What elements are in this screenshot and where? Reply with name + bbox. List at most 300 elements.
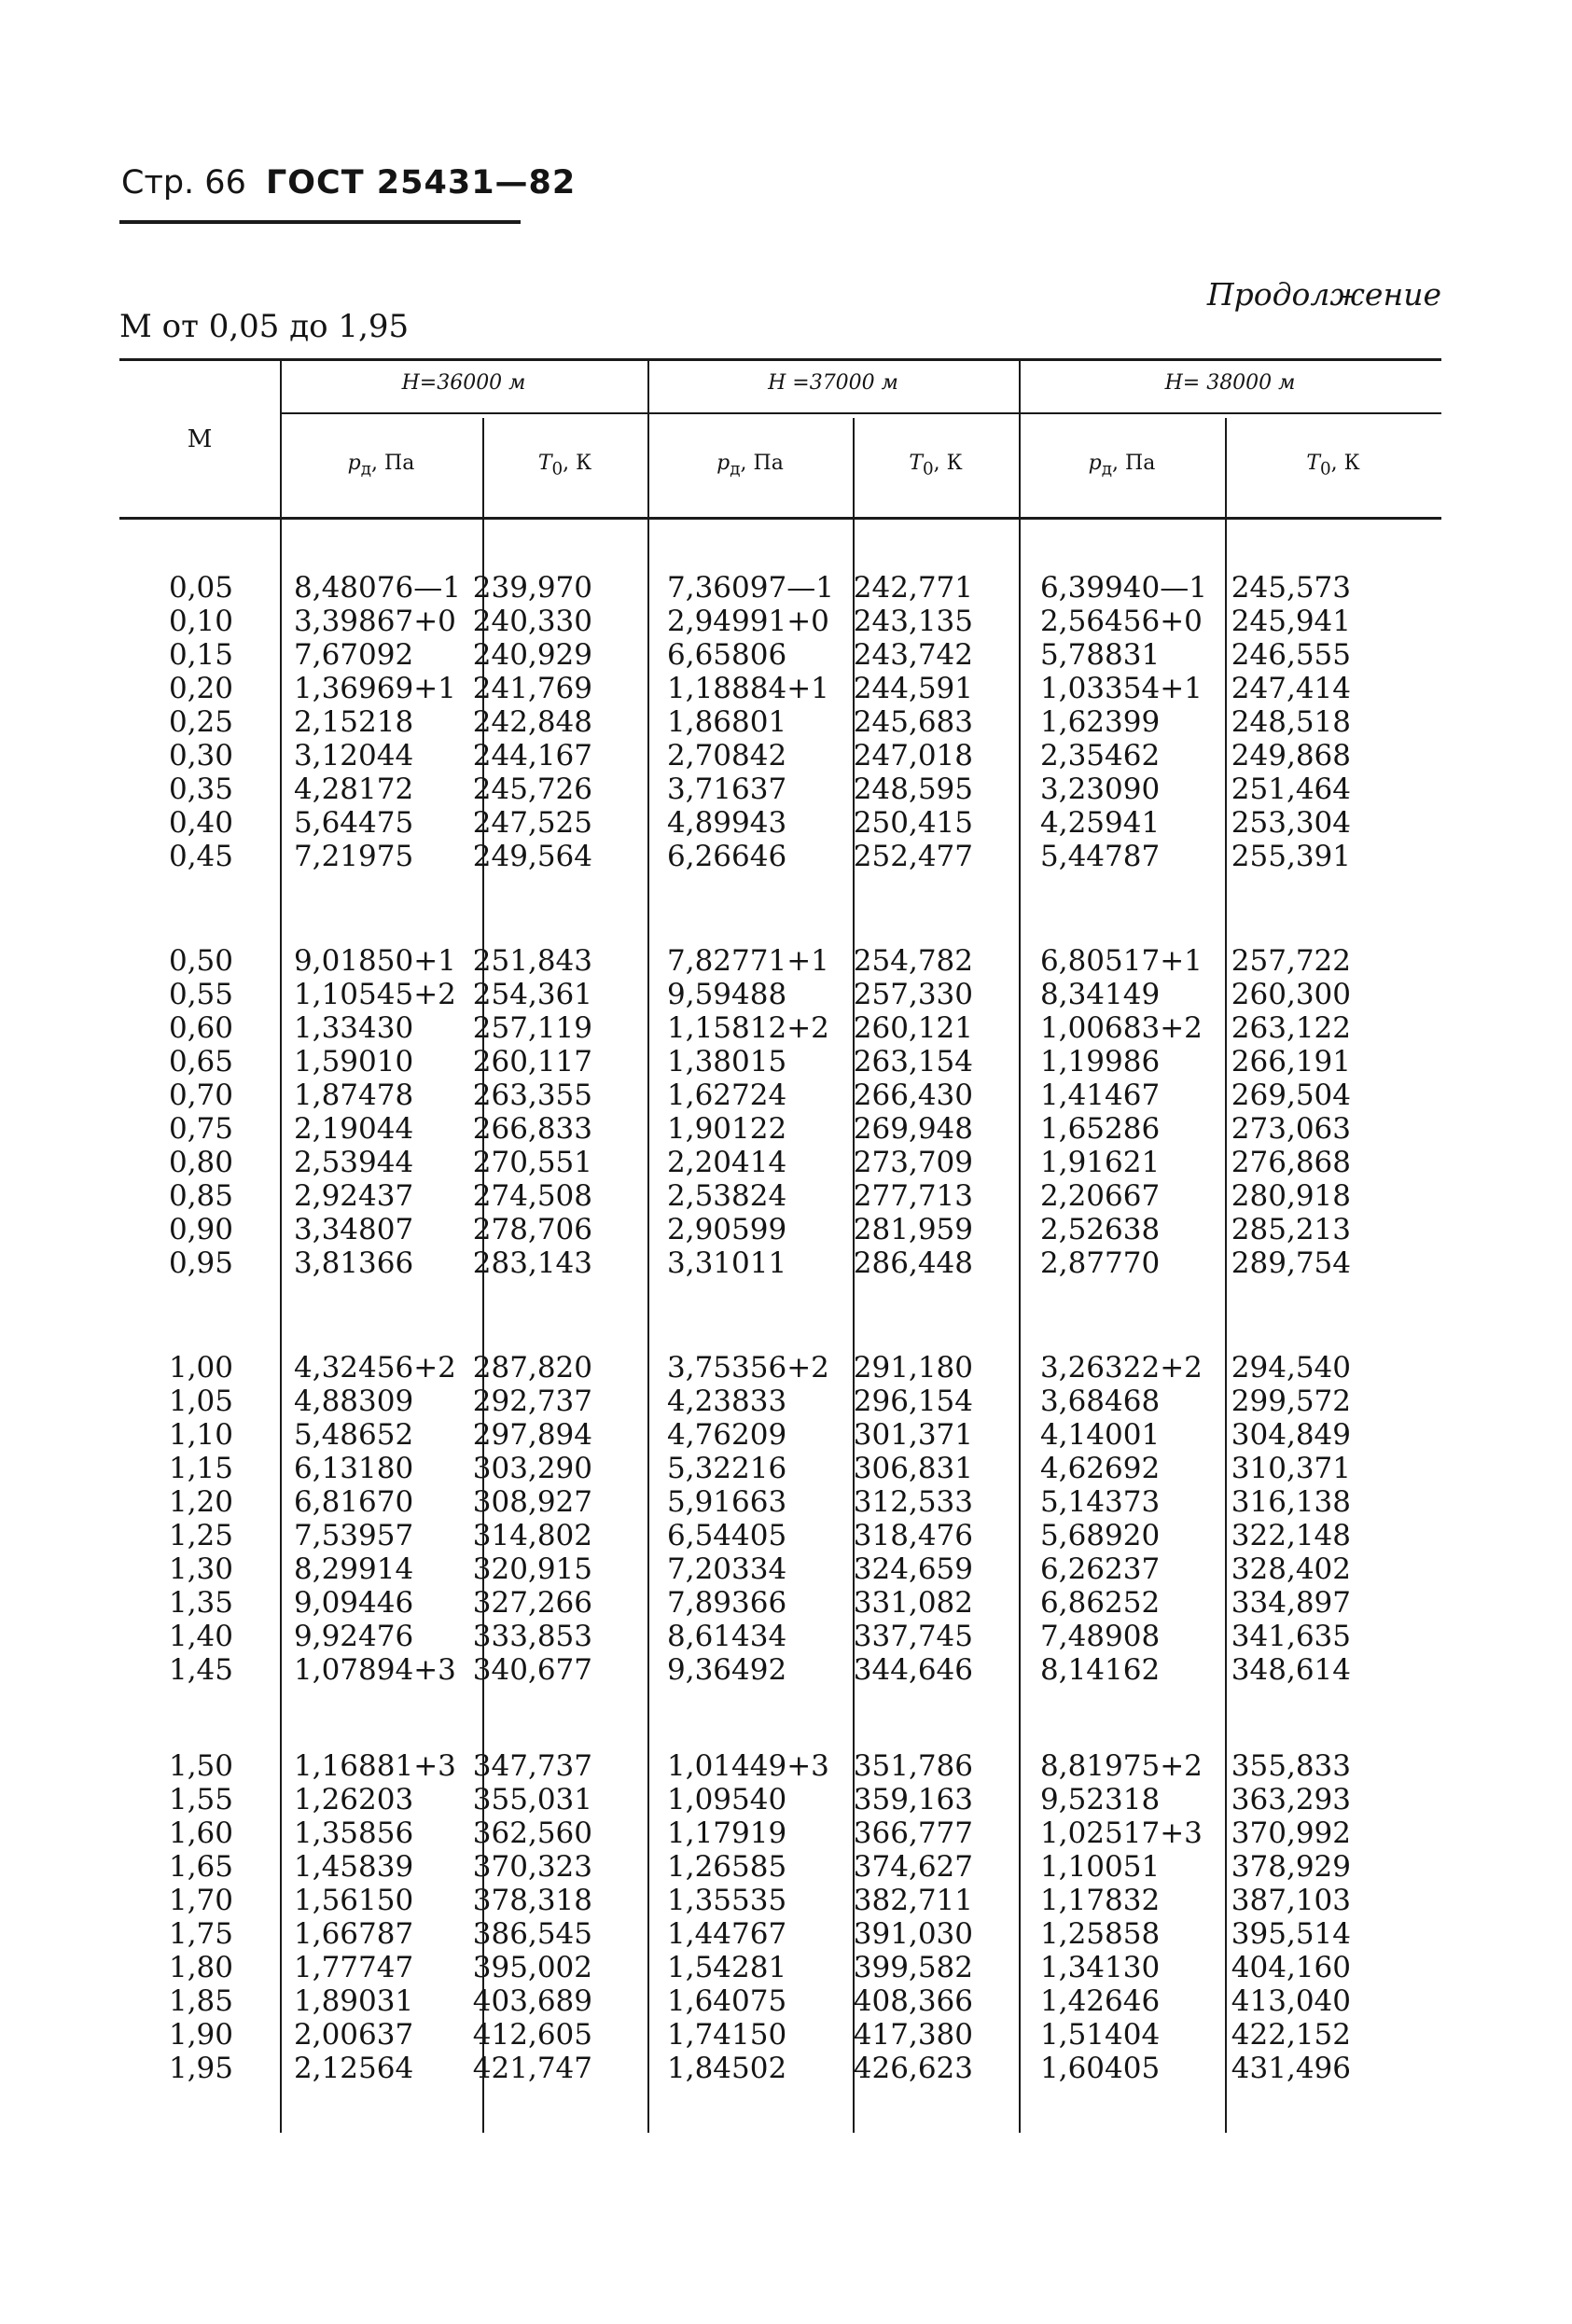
group-title-h37000: H =37000 м [768, 371, 898, 395]
table-row [119, 1816, 1441, 1850]
temp-cell-36000: 270,551 [472, 1146, 592, 1179]
pressure-cell-36000: 1,16881+3 [294, 1749, 456, 1783]
temp-cell-37000: 281,959 [853, 1213, 973, 1246]
pressure-cell-36000: 1,35856 [294, 1816, 414, 1850]
pressure-cell-38000: 2,52638 [1040, 1213, 1161, 1246]
table-row [119, 1452, 1441, 1485]
pressure-cell-38000: 5,78831 [1040, 638, 1161, 672]
mach-cell: 0,40 [168, 806, 233, 840]
temp-cell-37000: 306,831 [853, 1452, 973, 1485]
table-row [119, 1951, 1441, 1984]
pressure-cell-38000: 3,23090 [1040, 772, 1161, 806]
temp-cell-38000: 299,572 [1231, 1385, 1351, 1418]
pressure-cell-38000: 8,81975+2 [1040, 1749, 1203, 1783]
data-table [119, 358, 1441, 2131]
pressure-cell-38000: 2,35462 [1040, 739, 1161, 772]
temp-cell-38000: 316,138 [1231, 1485, 1351, 1519]
pressure-cell-36000: 7,53957 [294, 1519, 414, 1552]
temp-cell-37000: 408,366 [853, 1984, 973, 2018]
temp-cell-36000: 242,848 [472, 705, 592, 739]
temp-cell-36000: 244,167 [472, 739, 592, 772]
pressure-cell-37000: 7,82771+1 [667, 944, 829, 978]
temp-cell-37000: 244,591 [853, 672, 973, 705]
temp-cell-36000: 395,002 [472, 1951, 592, 1984]
pressure-cell-37000: 6,65806 [667, 638, 787, 672]
table-row [119, 1213, 1441, 1246]
temp-cell-36000: 333,853 [472, 1620, 592, 1653]
table-row [119, 978, 1441, 1011]
pressure-cell-36000: 2,53944 [294, 1146, 414, 1179]
pressure-cell-38000: 2,56456+0 [1040, 605, 1203, 638]
temp-cell-36000: 327,266 [472, 1586, 592, 1620]
pressure-cell-36000: 1,59010 [294, 1045, 414, 1079]
pressure-cell-38000: 8,14162 [1040, 1653, 1161, 1687]
pressure-cell-37000: 7,20334 [667, 1552, 787, 1586]
temp-cell-36000: 314,802 [472, 1519, 592, 1552]
table-row [119, 1850, 1441, 1884]
table-row [119, 1045, 1441, 1079]
temp-cell-38000: 260,300 [1231, 978, 1351, 1011]
mach-cell: 1,35 [168, 1586, 233, 1620]
pressure-cell-38000: 2,20667 [1040, 1179, 1161, 1213]
pressure-cell-37000: 1,86801 [667, 705, 787, 739]
pressure-cell-38000: 1,62399 [1040, 705, 1161, 739]
table-row [119, 1620, 1441, 1653]
mach-cell: 0,80 [168, 1146, 233, 1179]
mach-cell: 0,85 [168, 1179, 233, 1213]
temp-cell-37000: 273,709 [853, 1146, 973, 1179]
mach-cell: 0,35 [168, 772, 233, 806]
temp-cell-38000: 387,103 [1231, 1884, 1351, 1917]
pressure-cell-37000: 3,71637 [667, 772, 787, 806]
temp-cell-38000: 310,371 [1231, 1452, 1351, 1485]
temp-cell-36000: 421,747 [472, 2052, 592, 2085]
table-row [119, 1112, 1441, 1146]
pressure-cell-37000: 1,26585 [667, 1850, 787, 1884]
temp-cell-38000: 248,518 [1231, 705, 1351, 739]
page-number: Стр. 66 [121, 164, 246, 202]
temp-cell-36000: 274,508 [472, 1179, 592, 1213]
table-row [119, 1351, 1441, 1385]
pressure-cell-36000: 9,92476 [294, 1620, 414, 1653]
temp-cell-38000: 249,868 [1231, 739, 1351, 772]
temp-cell-37000: 286,448 [853, 1246, 973, 1280]
temp-cell-36000: 266,833 [472, 1112, 592, 1146]
temp-cell-38000: 348,614 [1231, 1653, 1351, 1687]
header-rule [119, 220, 521, 224]
temp-cell-38000: 276,868 [1231, 1146, 1351, 1179]
mach-cell: 1,15 [168, 1452, 233, 1485]
pressure-cell-36000: 3,34807 [294, 1213, 414, 1246]
temp-cell-36000: 263,355 [472, 1079, 592, 1112]
temp-cell-38000: 263,122 [1231, 1011, 1351, 1045]
temp-cell-37000: 351,786 [853, 1749, 973, 1783]
temp-cell-37000: 263,154 [853, 1045, 973, 1079]
pressure-cell-38000: 1,65286 [1040, 1112, 1161, 1146]
temp-cell-36000: 247,525 [472, 806, 592, 840]
mach-cell: 1,60 [168, 1816, 233, 1850]
pressure-cell-36000: 6,81670 [294, 1485, 414, 1519]
temp-cell-37000: 254,782 [853, 944, 973, 978]
pressure-cell-37000: 2,70842 [667, 739, 787, 772]
pressure-cell-36000: 1,07894+3 [294, 1653, 456, 1687]
pressure-cell-37000: 1,74150 [667, 2018, 787, 2052]
pressure-cell-37000: 1,64075 [667, 1984, 787, 2018]
table-row [119, 806, 1441, 840]
temp-cell-37000: 257,330 [853, 978, 973, 1011]
temp-cell-36000: 240,330 [472, 605, 592, 638]
temp-cell-38000: 245,941 [1231, 605, 1351, 638]
temp-cell-36000: 240,929 [472, 638, 592, 672]
pressure-cell-38000: 3,26322+2 [1040, 1351, 1203, 1385]
temp-cell-37000: 399,582 [853, 1951, 973, 1984]
temp-cell-38000: 247,414 [1231, 672, 1351, 705]
table-row [119, 1485, 1441, 1519]
table-row [119, 1146, 1441, 1179]
pressure-cell-37000: 2,94991+0 [667, 605, 829, 638]
temp-cell-37000: 266,430 [853, 1079, 973, 1112]
temp-cell-38000: 413,040 [1231, 1984, 1351, 2018]
header-bottom-rule [119, 517, 1441, 520]
mach-cell: 0,65 [168, 1045, 233, 1079]
mach-cell: 1,65 [168, 1850, 233, 1884]
table-row [119, 605, 1441, 638]
temp-cell-38000: 273,063 [1231, 1112, 1351, 1146]
col-header-pressure-36000: $p_д$, Па [347, 452, 415, 480]
pressure-cell-36000: 2,19044 [294, 1112, 414, 1146]
pressure-cell-37000: 9,59488 [667, 978, 787, 1011]
table-row [119, 739, 1441, 772]
pressure-cell-36000: 2,00637 [294, 2018, 414, 2052]
pressure-cell-38000: 1,25858 [1040, 1917, 1161, 1951]
temp-cell-37000: 382,711 [853, 1884, 973, 1917]
pressure-cell-36000: 4,28172 [294, 772, 414, 806]
table-row [119, 571, 1441, 605]
temp-cell-36000: 239,970 [472, 571, 592, 605]
temp-cell-36000: 308,927 [472, 1485, 592, 1519]
col-header-pressure-37000: $p_д$, Па [716, 452, 784, 480]
mach-cell: 1,05 [168, 1385, 233, 1418]
mach-cell: 0,70 [168, 1079, 233, 1112]
temp-cell-37000: 324,659 [853, 1552, 973, 1586]
temp-cell-37000: 269,948 [853, 1112, 973, 1146]
table-row [119, 1418, 1441, 1452]
mach-cell: 0,30 [168, 739, 233, 772]
temp-cell-36000: 292,737 [472, 1385, 592, 1418]
pressure-cell-36000: 3,12044 [294, 739, 414, 772]
pressure-cell-36000: 2,12564 [294, 2052, 414, 2085]
pressure-cell-38000: 1,02517+3 [1040, 1816, 1203, 1850]
temp-cell-36000: 249,564 [472, 840, 592, 873]
temp-cell-36000: 303,290 [472, 1452, 592, 1485]
pressure-cell-36000: 1,33430 [294, 1011, 414, 1045]
pressure-cell-38000: 6,86252 [1040, 1586, 1161, 1620]
temp-cell-37000: 344,646 [853, 1653, 973, 1687]
pressure-cell-36000: 3,39867+0 [294, 605, 456, 638]
temp-cell-38000: 404,160 [1231, 1951, 1351, 1984]
pressure-cell-36000: 4,88309 [294, 1385, 414, 1418]
pressure-cell-36000: 1,36969+1 [294, 672, 456, 705]
mach-cell: 0,75 [168, 1112, 233, 1146]
pressure-cell-37000: 5,32216 [667, 1452, 787, 1485]
pressure-cell-37000: 1,44767 [667, 1917, 787, 1951]
temp-cell-38000: 294,540 [1231, 1351, 1351, 1385]
temp-cell-37000: 374,627 [853, 1850, 973, 1884]
temp-cell-36000: 386,545 [472, 1917, 592, 1951]
temp-cell-36000: 297,894 [472, 1418, 592, 1452]
table-row [119, 1917, 1441, 1951]
temp-cell-37000: 391,030 [853, 1917, 973, 1951]
temp-cell-36000: 362,560 [472, 1816, 592, 1850]
pressure-cell-36000: 1,26203 [294, 1783, 414, 1816]
pressure-cell-37000: 1,62724 [667, 1079, 787, 1112]
pressure-cell-36000: 2,15218 [294, 705, 414, 739]
temp-cell-36000: 245,726 [472, 772, 592, 806]
pressure-cell-38000: 1,03354+1 [1040, 672, 1203, 705]
mach-cell: 1,10 [168, 1418, 233, 1452]
temp-cell-37000: 291,180 [853, 1351, 973, 1385]
pressure-cell-36000: 1,56150 [294, 1884, 414, 1917]
table-row [119, 672, 1441, 705]
standard-number: ГОСТ 25431—82 [265, 164, 577, 202]
group-title-h36000: H=36000 м [401, 371, 526, 395]
temp-cell-38000: 370,992 [1231, 1816, 1351, 1850]
pressure-cell-38000: 4,25941 [1040, 806, 1161, 840]
table-row [119, 1519, 1441, 1552]
temp-cell-37000: 366,777 [853, 1816, 973, 1850]
table-row [119, 1783, 1441, 1816]
pressure-cell-38000: 5,44787 [1040, 840, 1161, 873]
temp-cell-38000: 251,464 [1231, 772, 1351, 806]
table-row [119, 1079, 1441, 1112]
temp-cell-37000: 337,745 [853, 1620, 973, 1653]
mach-cell: 0,20 [168, 672, 233, 705]
pressure-cell-37000: 9,36492 [667, 1653, 787, 1687]
pressure-cell-37000: 1,18884+1 [667, 672, 829, 705]
col-header-temp-37000: $T_0$, К [909, 452, 963, 480]
table-row [119, 2052, 1441, 2085]
temp-cell-36000: 278,706 [472, 1213, 592, 1246]
temp-cell-37000: 312,533 [853, 1485, 973, 1519]
temp-cell-37000: 277,713 [853, 1179, 973, 1213]
temp-cell-38000: 246,555 [1231, 638, 1351, 672]
pressure-cell-37000: 6,54405 [667, 1519, 787, 1552]
temp-cell-38000: 334,897 [1231, 1586, 1351, 1620]
temp-cell-37000: 245,683 [853, 705, 973, 739]
table-row [119, 840, 1441, 873]
pressure-cell-37000: 7,89366 [667, 1586, 787, 1620]
temp-cell-36000: 378,318 [472, 1884, 592, 1917]
pressure-cell-38000: 6,26237 [1040, 1552, 1161, 1586]
temp-cell-37000: 243,742 [853, 638, 973, 672]
pressure-cell-38000: 1,34130 [1040, 1951, 1161, 1984]
pressure-cell-37000: 3,31011 [667, 1246, 787, 1280]
mach-cell: 0,45 [168, 840, 233, 873]
temp-cell-38000: 341,635 [1231, 1620, 1351, 1653]
temp-cell-38000: 322,148 [1231, 1519, 1351, 1552]
table-row [119, 1246, 1441, 1280]
temp-cell-36000: 260,117 [472, 1045, 592, 1079]
temp-cell-37000: 301,371 [853, 1418, 973, 1452]
col-header-m: М [187, 425, 213, 453]
pressure-cell-37000: 1,15812+2 [667, 1011, 829, 1045]
table-row [119, 1984, 1441, 2018]
continuation-label: Продолжение [1206, 276, 1441, 313]
temp-cell-37000: 250,415 [853, 806, 973, 840]
mach-cell: 1,30 [168, 1552, 233, 1586]
pressure-cell-36000: 5,48652 [294, 1418, 414, 1452]
pressure-cell-36000: 8,29914 [294, 1552, 414, 1586]
pressure-cell-37000: 5,91663 [667, 1485, 787, 1519]
table-row [119, 1586, 1441, 1620]
pressure-cell-38000: 5,68920 [1040, 1519, 1161, 1552]
pressure-cell-36000: 1,87478 [294, 1079, 414, 1112]
mach-cell: 1,90 [168, 2018, 233, 2052]
mach-cell: 0,25 [168, 705, 233, 739]
mach-cell: 1,00 [168, 1351, 233, 1385]
temp-cell-38000: 269,504 [1231, 1079, 1351, 1112]
temp-cell-37000: 243,135 [853, 605, 973, 638]
mach-cell: 0,95 [168, 1246, 233, 1280]
pressure-cell-37000: 1,01449+3 [667, 1749, 829, 1783]
pressure-cell-38000: 1,19986 [1040, 1045, 1161, 1079]
table-row [119, 1011, 1441, 1045]
temp-cell-38000: 289,754 [1231, 1246, 1351, 1280]
mach-cell: 1,20 [168, 1485, 233, 1519]
pressure-cell-37000: 1,09540 [667, 1783, 787, 1816]
pressure-cell-38000: 9,52318 [1040, 1783, 1161, 1816]
col-header-temp-36000: $T_0$, К [537, 452, 592, 480]
temp-cell-37000: 248,595 [853, 772, 973, 806]
pressure-cell-36000: 7,21975 [294, 840, 414, 873]
col-header-temp-38000: $T_0$, К [1306, 452, 1360, 480]
mach-cell: 1,85 [168, 1984, 233, 2018]
mach-cell: 0,50 [168, 944, 233, 978]
pressure-cell-37000: 1,38015 [667, 1045, 787, 1079]
pressure-cell-37000: 1,54281 [667, 1951, 787, 1984]
pressure-cell-36000: 1,10545+2 [294, 978, 456, 1011]
mach-range-label: М от 0,05 до 1,95 [119, 308, 410, 345]
pressure-cell-36000: 6,13180 [294, 1452, 414, 1485]
temp-cell-37000: 417,380 [853, 2018, 973, 2052]
mach-cell: 1,80 [168, 1951, 233, 1984]
temp-cell-38000: 257,722 [1231, 944, 1351, 978]
table-row [119, 2018, 1441, 2052]
temp-cell-36000: 287,820 [472, 1351, 592, 1385]
temp-cell-38000: 245,573 [1231, 571, 1351, 605]
mach-cell: 0,90 [168, 1213, 233, 1246]
mach-cell: 1,95 [168, 2052, 233, 2085]
pressure-cell-36000: 9,09446 [294, 1586, 414, 1620]
temp-cell-37000: 242,771 [853, 571, 973, 605]
mach-cell: 1,25 [168, 1519, 233, 1552]
pressure-cell-37000: 1,35535 [667, 1884, 787, 1917]
temp-cell-37000: 359,163 [853, 1783, 973, 1816]
pressure-cell-37000: 2,20414 [667, 1146, 787, 1179]
pressure-cell-37000: 1,90122 [667, 1112, 787, 1146]
mach-cell: 1,40 [168, 1620, 233, 1653]
temp-cell-36000: 257,119 [472, 1011, 592, 1045]
pressure-cell-36000: 8,48076—1 [294, 571, 461, 605]
temp-cell-38000: 253,304 [1231, 806, 1351, 840]
table-row [119, 944, 1441, 978]
temp-cell-38000: 328,402 [1231, 1552, 1351, 1586]
temp-cell-37000: 331,082 [853, 1586, 973, 1620]
temp-cell-38000: 255,391 [1231, 840, 1351, 873]
table-row [119, 1653, 1441, 1687]
pressure-cell-37000: 1,84502 [667, 2052, 787, 2085]
temp-cell-36000: 370,323 [472, 1850, 592, 1884]
table-row [119, 1884, 1441, 1917]
pressure-cell-38000: 4,62692 [1040, 1452, 1161, 1485]
temp-cell-36000: 320,915 [472, 1552, 592, 1586]
temp-cell-36000: 254,361 [472, 978, 592, 1011]
temp-cell-36000: 251,843 [472, 944, 592, 978]
pressure-cell-37000: 4,23833 [667, 1385, 787, 1418]
mach-cell: 1,45 [168, 1653, 233, 1687]
col-header-pressure-38000: $p_д$, Па [1088, 452, 1156, 480]
pressure-cell-37000: 3,75356+2 [667, 1351, 829, 1385]
pressure-cell-38000: 3,68468 [1040, 1385, 1161, 1418]
pressure-cell-38000: 7,48908 [1040, 1620, 1161, 1653]
pressure-cell-38000: 1,51404 [1040, 2018, 1161, 2052]
mach-cell: 1,75 [168, 1917, 233, 1951]
pressure-cell-38000: 6,80517+1 [1040, 944, 1203, 978]
table-top-rule [119, 358, 1441, 361]
temp-cell-38000: 285,213 [1231, 1213, 1351, 1246]
pressure-cell-38000: 1,41467 [1040, 1079, 1161, 1112]
pressure-cell-36000: 2,92437 [294, 1179, 414, 1213]
temp-cell-37000: 318,476 [853, 1519, 973, 1552]
table-row [119, 772, 1441, 806]
pressure-cell-37000: 8,61434 [667, 1620, 787, 1653]
table-row [119, 705, 1441, 739]
pressure-cell-38000: 1,42646 [1040, 1984, 1161, 2018]
pressure-cell-36000: 3,81366 [294, 1246, 414, 1280]
pressure-cell-36000: 7,67092 [294, 638, 414, 672]
pressure-cell-37000: 4,76209 [667, 1418, 787, 1452]
temp-cell-38000: 363,293 [1231, 1783, 1351, 1816]
pressure-cell-36000: 1,77747 [294, 1951, 414, 1984]
mach-cell: 0,55 [168, 978, 233, 1011]
row-group [119, 944, 1441, 1280]
temp-cell-36000: 412,605 [472, 2018, 592, 2052]
mach-cell: 1,70 [168, 1884, 233, 1917]
group-header-rule [280, 412, 1441, 414]
temp-cell-37000: 252,477 [853, 840, 973, 873]
temp-cell-37000: 426,623 [853, 2052, 973, 2085]
mach-cell: 0,05 [168, 571, 233, 605]
temp-cell-38000: 378,929 [1231, 1850, 1351, 1884]
temp-cell-36000: 283,143 [472, 1246, 592, 1280]
temp-cell-36000: 340,677 [472, 1653, 592, 1687]
row-group [119, 571, 1441, 873]
pressure-cell-37000: 1,17919 [667, 1816, 787, 1850]
pressure-cell-38000: 4,14001 [1040, 1418, 1161, 1452]
temp-cell-38000: 304,849 [1231, 1418, 1351, 1452]
pressure-cell-37000: 2,53824 [667, 1179, 787, 1213]
pressure-cell-36000: 5,64475 [294, 806, 414, 840]
pressure-cell-37000: 2,90599 [667, 1213, 787, 1246]
temp-cell-38000: 395,514 [1231, 1917, 1351, 1951]
row-group [119, 1351, 1441, 1687]
temp-cell-38000: 431,496 [1231, 2052, 1351, 2085]
table-row [119, 1385, 1441, 1418]
temp-cell-38000: 280,918 [1231, 1179, 1351, 1213]
group-title-h38000: H= 38000 м [1164, 371, 1296, 395]
pressure-cell-36000: 1,66787 [294, 1917, 414, 1951]
pressure-cell-38000: 5,14373 [1040, 1485, 1161, 1519]
